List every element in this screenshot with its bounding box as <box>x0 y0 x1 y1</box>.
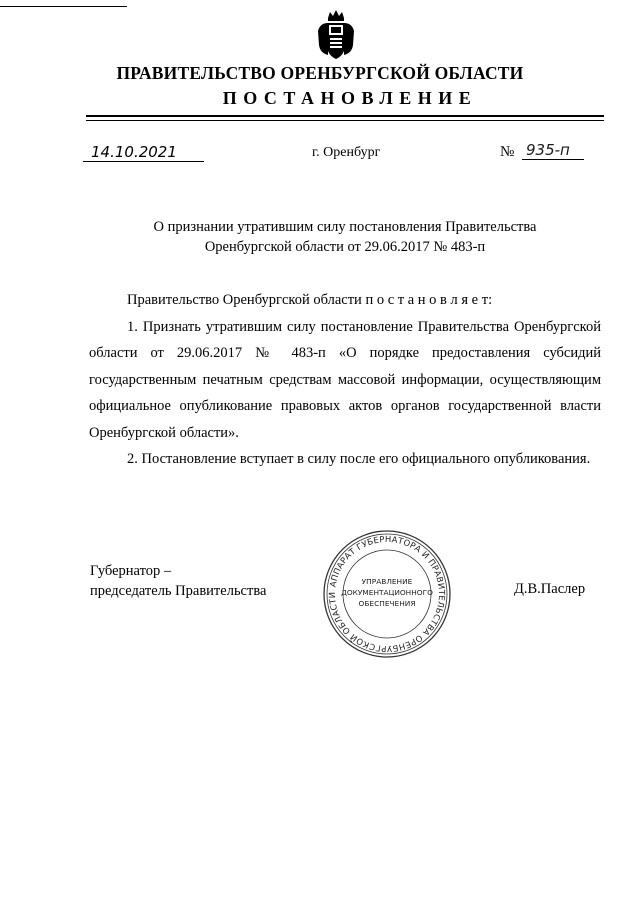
preamble-spaced: п о с т а н о в л я е т: <box>365 292 493 308</box>
item-1: 1. Признать утратившим силу постановление Правительства Оренбургской области от 29.06.2017 № 483-п «О порядке предоставления субсидий государственным печатным средствам массовой информации, осуществляющим официальное опубликование правовых актов органов государственной власти Оренбургской области». <box>89 318 601 441</box>
signatory-position <box>90 561 266 601</box>
document-title <box>120 217 570 257</box>
title-line-2: Оренбургской области от 29.06.2017 № 483-п <box>204 239 486 255</box>
stamp-inner-line-3: ОБЕСПЕЧЕНИЯ <box>358 599 416 608</box>
document-type: ПОСТАНОВЛЕНИЕ <box>222 88 478 108</box>
number-field <box>500 141 584 161</box>
document-body <box>89 287 601 473</box>
position-line-2: председатель Правительства <box>90 583 267 599</box>
orenburg-coat-of-arms-icon <box>316 9 356 61</box>
document-number: 935-п <box>526 141 570 159</box>
top-edge-line <box>0 6 127 7</box>
stamp-inner-line-2: ДОКУМЕНТАЦИОННОГО <box>341 588 433 597</box>
preamble-start: Правительство Оренбургской области <box>127 292 366 308</box>
document-date: 14.10.2021 <box>91 143 177 161</box>
position-line-1: Губернатор – <box>90 563 172 579</box>
document-city: г. Оренбург <box>312 145 381 160</box>
stamp-inner-line-1: УПРАВЛЕНИЕ <box>361 577 413 586</box>
number-label: № <box>500 144 515 160</box>
signatory-name: Д.В.Паслер <box>514 581 586 597</box>
stamp-outer-text: АППАРАТ ГУБЕРНАТОРА И ПРАВИТЕЛЬСТВА ОРЕНБУРГСКОЙ ОБЛАСТИ <box>326 533 448 655</box>
item-2: 2. Постановление вступает в силу после его официального опубликования. <box>127 451 591 467</box>
title-line-1: О признании утратившим силу постановления Правительства <box>153 219 537 235</box>
number-value-box <box>522 141 584 160</box>
official-stamp <box>321 528 453 660</box>
header-rule-thin <box>86 120 604 121</box>
government-name: ПРАВИТЕЛЬСТВО ОРЕНБУРГСКОЙ ОБЛАСТИ <box>116 63 524 83</box>
header-rule-thick <box>86 115 604 117</box>
preamble <box>89 287 601 314</box>
date-field <box>83 143 204 162</box>
